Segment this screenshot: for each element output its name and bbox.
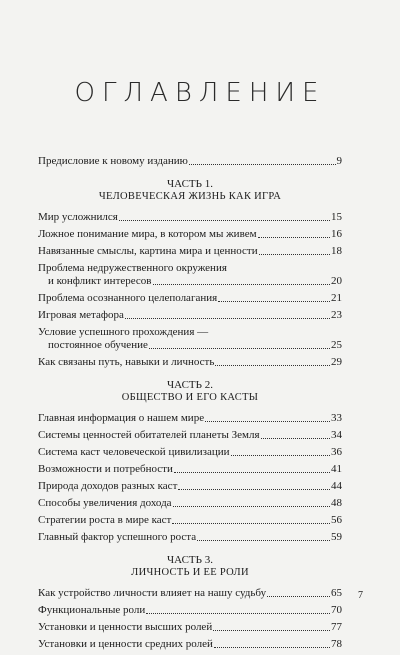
toc-entry-text: Проблема осознанного целеполагания — [38, 292, 218, 304]
toc-entry-text: Ложное понимание мира, в котором мы живем — [38, 228, 257, 240]
part-heading — [38, 379, 342, 404]
toc-entry-page: 25 — [331, 339, 342, 351]
dot-leader — [261, 438, 330, 439]
toc-entry-page: 16 — [331, 228, 342, 240]
dot-leader — [172, 523, 330, 524]
dot-leader — [146, 613, 330, 614]
toc-entry[interactable] — [38, 326, 342, 352]
toc-entry-text: Как связаны путь, навыки и личность — [38, 356, 215, 368]
toc-entry[interactable] — [38, 429, 342, 442]
toc-entry-page: 21 — [331, 292, 342, 304]
part-heading — [38, 554, 342, 579]
toc-entry-text: Установки и ценности средних ролей — [38, 638, 213, 650]
toc-entry-page: 70 — [331, 604, 342, 616]
dot-leader — [258, 237, 330, 238]
dot-leader — [218, 301, 330, 302]
toc-entry[interactable] — [38, 604, 342, 617]
toc-entry-text: Условие успешного прохождения — — [38, 326, 209, 338]
toc-entry[interactable] — [38, 292, 342, 305]
toc-entry-text: Природа доходов разных каст — [38, 480, 178, 492]
toc-entry-page: 65 — [331, 587, 342, 599]
toc-entry[interactable] — [38, 262, 342, 288]
dot-leader — [119, 220, 330, 221]
toc-entry-page: 34 — [331, 429, 342, 441]
toc-entry-text: Проблема недружественного окружения — [38, 262, 227, 274]
toc-entry[interactable] — [38, 412, 342, 425]
toc-entry-text: Главная информация о нашем мире — [38, 412, 205, 424]
toc-entry-text: Предисловие к новому изданию — [38, 155, 188, 167]
dot-leader — [267, 596, 330, 597]
dot-leader — [178, 489, 330, 490]
toc-entry-text: Стратегии роста в мире каст — [38, 514, 172, 526]
toc-entry-text: Возможности и потребности — [38, 463, 173, 475]
part-number: ЧАСТЬ 2. — [167, 379, 213, 391]
dot-leader — [173, 506, 330, 507]
toc-entry[interactable] — [38, 638, 342, 651]
toc-entry-text: Функциональные роли — [38, 604, 146, 616]
toc-entry-text: Навязанные смыслы, картина мира и ценности — [38, 245, 258, 257]
toc-entry[interactable] — [38, 211, 342, 224]
toc-entry[interactable] — [38, 531, 342, 544]
toc-entry[interactable] — [38, 228, 342, 241]
toc-entry-page: 59 — [331, 531, 342, 543]
toc-entry[interactable] — [38, 497, 342, 510]
part-title: ЛИЧНОСТЬ И ЕЕ РОЛИ — [131, 567, 249, 578]
toc-entry-page: 20 — [331, 275, 342, 287]
dot-leader — [205, 421, 330, 422]
toc-entry-page: 33 — [331, 412, 342, 424]
part-title: ОБЩЕСТВО И ЕГО КАСТЫ — [121, 392, 259, 403]
toc-entry-text: Как устройство личности влияет на нашу судьбу — [38, 587, 267, 599]
toc-entry-text-continued: постоянное обучение — [48, 339, 148, 351]
toc-entry-preface[interactable] — [38, 155, 342, 168]
toc-entry-page: 78 — [331, 638, 342, 650]
toc-entry-page: 48 — [331, 497, 342, 509]
toc-entry-page: 36 — [331, 446, 342, 458]
part-number: ЧАСТЬ 1. — [167, 178, 213, 190]
toc-entry-text-continued: и конфликт интересов — [48, 275, 152, 287]
toc-entry[interactable] — [38, 446, 342, 459]
toc-entry-text: Система каст человеческой цивилизации — [38, 446, 230, 458]
toc-entry-page: 41 — [331, 463, 342, 475]
dot-leader — [153, 284, 331, 285]
part-number: ЧАСТЬ 3. — [167, 554, 213, 566]
dot-leader — [213, 630, 330, 631]
toc-entry-page: 15 — [331, 211, 342, 223]
page-number: 7 — [358, 590, 363, 601]
toc-entry[interactable] — [38, 621, 342, 634]
dot-leader — [231, 455, 330, 456]
toc-entry-text: Способы увеличения дохода — [38, 497, 172, 509]
part-heading — [38, 178, 342, 203]
dot-leader — [215, 365, 330, 366]
toc-entry-page: 56 — [331, 514, 342, 526]
toc-entry-page: 29 — [331, 356, 342, 368]
dot-leader — [259, 254, 330, 255]
dot-leader — [214, 647, 330, 648]
part-title: ЧЕЛОВЕЧЕСКАЯ ЖИЗНЬ КАК ИГРА — [98, 191, 282, 202]
toc-entry-page: 23 — [331, 309, 342, 321]
toc-entry[interactable] — [38, 480, 342, 493]
dot-leader — [197, 540, 330, 541]
toc-entry-page: 44 — [331, 480, 342, 492]
toc-entry[interactable] — [38, 587, 342, 600]
toc-entry-text: Мир усложнился — [38, 211, 118, 223]
table-of-contents — [38, 155, 342, 655]
toc-entry[interactable] — [38, 463, 342, 476]
dot-leader — [174, 472, 330, 473]
toc-entry-page: 77 — [331, 621, 342, 633]
toc-entry[interactable] — [38, 245, 342, 258]
toc-entry-text: Главный фактор успешного роста — [38, 531, 197, 543]
toc-entry[interactable] — [38, 309, 342, 322]
toc-entry-text: Системы ценностей обитателей планеты Земля — [38, 429, 260, 441]
toc-entry-text: Установки и ценности высших ролей — [38, 621, 213, 633]
dot-leader — [125, 318, 330, 319]
dot-leader — [149, 348, 330, 349]
toc-entry-page: 9 — [336, 155, 342, 167]
toc-entry[interactable] — [38, 514, 342, 527]
toc-entry[interactable] — [38, 356, 342, 369]
dot-leader — [189, 164, 336, 165]
page-title: ОГЛАВЛЕНИЕ — [74, 78, 326, 108]
toc-entry-text: Игровая метафора — [38, 309, 124, 321]
toc-entry-page: 18 — [331, 245, 342, 257]
